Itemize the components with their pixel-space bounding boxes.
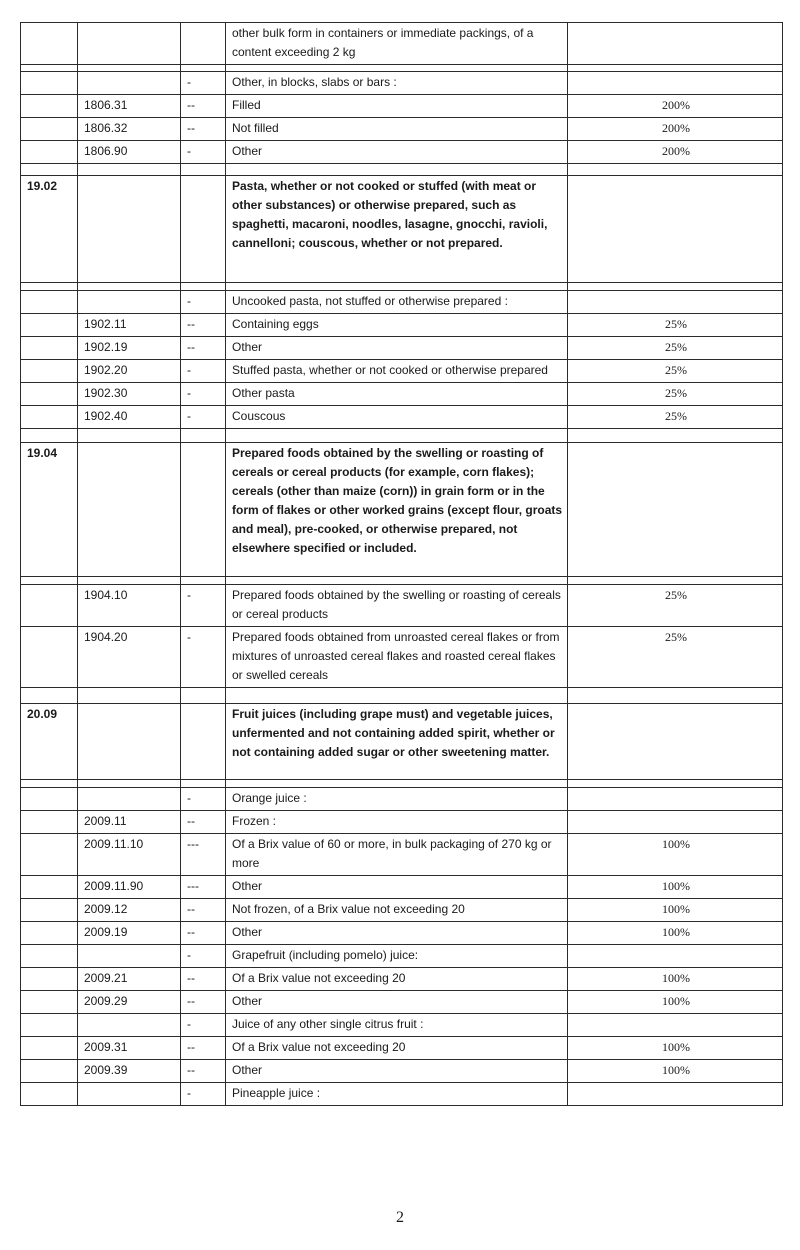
table-row [21, 283, 783, 291]
description-cell: Other pasta [226, 383, 568, 406]
rate-cell [568, 945, 783, 968]
code-cell [78, 704, 181, 780]
table-row [21, 406, 783, 429]
heading-cell [21, 95, 78, 118]
rate-cell: 25% [568, 585, 783, 627]
table-row [21, 1060, 783, 1083]
rate-cell [568, 704, 783, 780]
code-cell [78, 23, 181, 65]
description-cell: Fruit juices (including grape must) and vegetable juices, unfermented and not containing added spirit, whether or not containing added sugar or other sweetening matter. [226, 704, 568, 780]
table-row [21, 577, 783, 585]
description-cell: Juice of any other single citrus fruit : [226, 1014, 568, 1037]
table-row [21, 991, 783, 1014]
dash-cell [181, 429, 226, 443]
table-row [21, 899, 783, 922]
heading-cell [21, 72, 78, 95]
dash-cell: -- [181, 922, 226, 945]
code-cell [78, 577, 181, 585]
heading-cell [21, 141, 78, 164]
description-cell [226, 429, 568, 443]
heading-cell [21, 23, 78, 65]
description-cell [226, 688, 568, 704]
heading-cell [21, 164, 78, 176]
rate-cell [568, 443, 783, 577]
heading-cell [21, 1083, 78, 1106]
dash-cell: -- [181, 991, 226, 1014]
heading-cell [21, 991, 78, 1014]
heading-cell [21, 899, 78, 922]
code-cell: 1902.19 [78, 337, 181, 360]
table-row [21, 383, 783, 406]
rate-cell: 100% [568, 899, 783, 922]
dash-cell [181, 688, 226, 704]
dash-cell [181, 704, 226, 780]
code-cell: 2009.29 [78, 991, 181, 1014]
dash-cell: - [181, 627, 226, 688]
heading-cell [21, 577, 78, 585]
rate-cell: 100% [568, 968, 783, 991]
table-row [21, 141, 783, 164]
description-cell: Other, in blocks, slabs or bars : [226, 72, 568, 95]
description-cell: other bulk form in containers or immediate packings, of a content exceeding 2 kg [226, 23, 568, 65]
code-cell: 2009.21 [78, 968, 181, 991]
dash-cell [181, 443, 226, 577]
heading-cell [21, 429, 78, 443]
table-row [21, 164, 783, 176]
code-cell: 2009.12 [78, 899, 181, 922]
code-cell: 2009.11.90 [78, 876, 181, 899]
code-cell: 2009.19 [78, 922, 181, 945]
code-cell: 1902.20 [78, 360, 181, 383]
description-cell: Couscous [226, 406, 568, 429]
dash-cell [181, 65, 226, 72]
heading-cell [21, 968, 78, 991]
heading-cell [21, 876, 78, 899]
dash-cell: - [181, 788, 226, 811]
dash-cell: - [181, 1083, 226, 1106]
dash-cell: -- [181, 1037, 226, 1060]
description-cell: Pineapple juice : [226, 1083, 568, 1106]
table-row [21, 627, 783, 688]
heading-cell [21, 788, 78, 811]
rate-cell: 100% [568, 991, 783, 1014]
heading-cell [21, 118, 78, 141]
table-row [21, 65, 783, 72]
dash-cell: - [181, 141, 226, 164]
description-cell [226, 283, 568, 291]
code-cell: 2009.31 [78, 1037, 181, 1060]
table-row [21, 788, 783, 811]
rate-cell: 200% [568, 118, 783, 141]
code-cell [78, 291, 181, 314]
table-row [21, 876, 783, 899]
heading-cell [21, 1037, 78, 1060]
description-cell: Prepared foods obtained by the swelling or roasting of cereals or cereal products [226, 585, 568, 627]
rate-cell [568, 176, 783, 283]
description-cell: Of a Brix value not exceeding 20 [226, 968, 568, 991]
dash-cell: -- [181, 337, 226, 360]
table-row [21, 968, 783, 991]
heading-cell: 19.04 [21, 443, 78, 577]
description-cell: Prepared foods obtained from unroasted cereal flakes or from mixtures of unroasted cereal flakes and roasted cereal flakes or swelled cereals [226, 627, 568, 688]
rate-cell: 25% [568, 627, 783, 688]
tariff-table [20, 22, 783, 1106]
dash-cell: -- [181, 899, 226, 922]
rate-cell: 25% [568, 314, 783, 337]
code-cell: 1806.32 [78, 118, 181, 141]
rate-cell: 200% [568, 95, 783, 118]
rate-cell: 25% [568, 383, 783, 406]
table-row [21, 95, 783, 118]
heading-cell [21, 337, 78, 360]
description-cell: Not filled [226, 118, 568, 141]
rate-cell [568, 72, 783, 95]
rate-cell [568, 811, 783, 834]
dash-cell: - [181, 72, 226, 95]
dash-cell: - [181, 406, 226, 429]
rate-cell [568, 283, 783, 291]
description-cell: Of a Brix value not exceeding 20 [226, 1037, 568, 1060]
rate-cell [568, 291, 783, 314]
description-cell: Of a Brix value of 60 or more, in bulk packaging of 270 kg or more [226, 834, 568, 876]
code-cell [78, 72, 181, 95]
code-cell: 1902.11 [78, 314, 181, 337]
table-row [21, 945, 783, 968]
description-cell: Not frozen, of a Brix value not exceeding 20 [226, 899, 568, 922]
page-number: 2 [396, 1209, 404, 1226]
code-cell: 1902.40 [78, 406, 181, 429]
dash-cell: --- [181, 876, 226, 899]
table-row [21, 780, 783, 788]
code-cell [78, 1014, 181, 1037]
rate-cell: 25% [568, 360, 783, 383]
code-cell: 1902.30 [78, 383, 181, 406]
heading-cell [21, 65, 78, 72]
code-cell [78, 176, 181, 283]
rate-cell [568, 429, 783, 443]
rate-cell [568, 780, 783, 788]
heading-cell [21, 360, 78, 383]
table-row [21, 922, 783, 945]
heading-cell: 19.02 [21, 176, 78, 283]
dash-cell [181, 577, 226, 585]
table-row [21, 1037, 783, 1060]
code-cell: 2009.11.10 [78, 834, 181, 876]
dash-cell [181, 176, 226, 283]
heading-cell [21, 922, 78, 945]
dash-cell: - [181, 585, 226, 627]
description-cell: Filled [226, 95, 568, 118]
heading-cell [21, 780, 78, 788]
heading-cell [21, 291, 78, 314]
code-cell: 1806.90 [78, 141, 181, 164]
rate-cell: 100% [568, 922, 783, 945]
rate-cell [568, 1014, 783, 1037]
heading-cell [21, 383, 78, 406]
rate-cell [568, 788, 783, 811]
code-cell: 2009.39 [78, 1060, 181, 1083]
table-row [21, 585, 783, 627]
table-row [21, 429, 783, 443]
table-row [21, 688, 783, 704]
code-cell [78, 1083, 181, 1106]
code-cell [78, 429, 181, 443]
code-cell [78, 164, 181, 176]
table-row [21, 337, 783, 360]
code-cell [78, 443, 181, 577]
heading-cell [21, 406, 78, 429]
dash-cell: - [181, 945, 226, 968]
rate-cell: 200% [568, 141, 783, 164]
table-row [21, 291, 783, 314]
description-cell: Other [226, 991, 568, 1014]
dash-cell: -- [181, 811, 226, 834]
code-cell [78, 688, 181, 704]
rate-cell: 100% [568, 876, 783, 899]
code-cell [78, 65, 181, 72]
rate-cell: 100% [568, 1037, 783, 1060]
dash-cell: - [181, 383, 226, 406]
description-cell [226, 164, 568, 176]
heading-cell [21, 834, 78, 876]
rate-cell [568, 577, 783, 585]
dash-cell: -- [181, 968, 226, 991]
description-cell: Other [226, 141, 568, 164]
dash-cell: - [181, 1014, 226, 1037]
dash-cell [181, 164, 226, 176]
code-cell: 1904.10 [78, 585, 181, 627]
dash-cell: -- [181, 118, 226, 141]
code-cell [78, 788, 181, 811]
heading-cell [21, 314, 78, 337]
description-cell [226, 577, 568, 585]
heading-cell [21, 688, 78, 704]
rate-cell: 25% [568, 406, 783, 429]
description-cell [226, 780, 568, 788]
rate-cell [568, 164, 783, 176]
table-row [21, 176, 783, 283]
rate-cell [568, 65, 783, 72]
description-cell: Pasta, whether or not cooked or stuffed (with meat or other substances) or otherwise prepared, such as spaghetti, macaroni, noodles, lasagne, gnocchi, ravioli, cannelloni; couscous, whether or not prepared. [226, 176, 568, 283]
description-cell: Other [226, 876, 568, 899]
description-cell [226, 65, 568, 72]
dash-cell: - [181, 360, 226, 383]
description-cell: Stuffed pasta, whether or not cooked or otherwise prepared [226, 360, 568, 383]
heading-cell [21, 945, 78, 968]
table-row [21, 314, 783, 337]
heading-cell [21, 283, 78, 291]
table-row [21, 443, 783, 577]
description-cell: Containing eggs [226, 314, 568, 337]
dash-cell: --- [181, 834, 226, 876]
description-cell: Uncooked pasta, not stuffed or otherwise prepared : [226, 291, 568, 314]
dash-cell: -- [181, 1060, 226, 1083]
rate-cell [568, 688, 783, 704]
rate-cell: 100% [568, 1060, 783, 1083]
description-cell: Other [226, 922, 568, 945]
table-row [21, 704, 783, 780]
code-cell [78, 945, 181, 968]
table-row [21, 360, 783, 383]
table-row [21, 811, 783, 834]
table-row [21, 23, 783, 65]
description-cell: Grapefruit (including pomelo) juice: [226, 945, 568, 968]
dash-cell: -- [181, 95, 226, 118]
code-cell: 2009.11 [78, 811, 181, 834]
rate-cell [568, 23, 783, 65]
dash-cell: - [181, 291, 226, 314]
code-cell [78, 780, 181, 788]
code-cell: 1904.20 [78, 627, 181, 688]
heading-cell [21, 811, 78, 834]
description-cell: Orange juice : [226, 788, 568, 811]
description-cell: Frozen : [226, 811, 568, 834]
code-cell [78, 283, 181, 291]
tariff-table-body [21, 23, 783, 1106]
description-cell: Other [226, 1060, 568, 1083]
dash-cell: -- [181, 314, 226, 337]
heading-cell: 20.09 [21, 704, 78, 780]
dash-cell [181, 780, 226, 788]
heading-cell [21, 1060, 78, 1083]
heading-cell [21, 1014, 78, 1037]
dash-cell [181, 283, 226, 291]
dash-cell [181, 23, 226, 65]
table-row [21, 118, 783, 141]
table-row [21, 1014, 783, 1037]
heading-cell [21, 585, 78, 627]
rate-cell: 100% [568, 834, 783, 876]
rate-cell: 25% [568, 337, 783, 360]
code-cell: 1806.31 [78, 95, 181, 118]
description-cell: Other [226, 337, 568, 360]
rate-cell [568, 1083, 783, 1106]
table-row [21, 72, 783, 95]
table-row [21, 834, 783, 876]
description-cell: Prepared foods obtained by the swelling or roasting of cereals or cereal products (for example, corn flakes); cereals (other than maize (corn)) in grain form or in the form of flakes or other worked grains (except flour, groats and meal), pre-cooked, or otherwise prepared, not elsewhere specified or included. [226, 443, 568, 577]
heading-cell [21, 627, 78, 688]
table-row [21, 1083, 783, 1106]
